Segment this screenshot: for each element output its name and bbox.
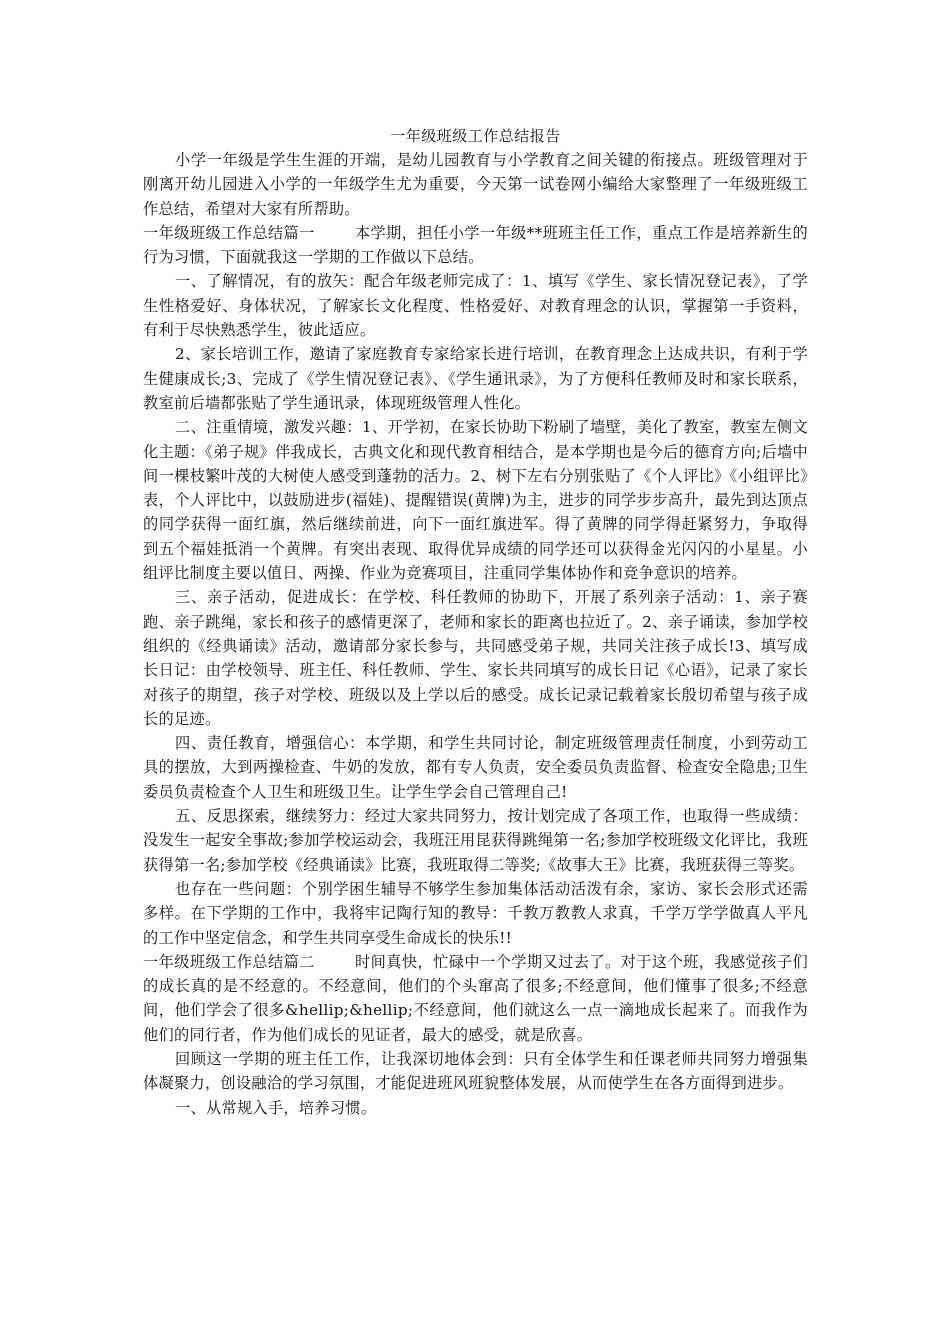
part1-lead-paragraph xyxy=(143,221,808,270)
document-title: 一年级班级工作总结报告 xyxy=(390,127,561,145)
part1-paragraph-6: 五、反思探索，继续努力：经过大家共同努力，按计划完成了各项工作，也取得一些成绩：没发生一起安全事故;参加学校运动会，我班汪用昆获得跳绳第一名;参加学校班级文化评比，我班获得第一名;参加学校《经典诵读》比赛，我班取得二等奖;《故事大王》比赛，我班获得三等奖。 xyxy=(143,807,808,874)
intro-paragraph: 小学一年级是学生生涯的开端，是幼儿园教育与小学教育之间关键的衔接点。班级管理对于刚离开幼儿园进入小学的一年级学生尤为重要，今天第一试卷网小编给大家整理了一年级班级工作总结，希望对大家有所帮助。 xyxy=(143,151,808,218)
part1-heading: 一年级班级工作总结篇一 xyxy=(143,223,315,242)
part1-paragraph-5: 四、责任教育，增强信心：本学期，和学生共同讨论，制定班级管理责任制度，小到劳动工具的摆放，大到两操检查、牛奶的发放，都有专人负责，安全委员负责监督、检查安全隐患;卫生委员负责检查个人卫生和班级卫生。让学生学会自己管理自己! xyxy=(143,734,808,801)
part1-paragraph-3: 二、注重情境，激发兴趣：1、开学初，在家长协助下粉刷了墙壁，美化了教室，教室左侧文化主题：《弟子规》伴我成长，古典文化和现代教育相结合，是本学期也是今后的德育方向;后墙中间一棵枝繁叶茂的大树使人感受到蓬勃的活力。2、树下左右分别张贴了《个人评比》《小组评比》表，个人评比中，以鼓励进步(福娃)、提醒错误(黄牌)为主，进步的同学步步高升，最先到达顶点的同学获得一面红旗，然后继续前进，向下一面红旗进军。得了黄牌的同学得赶紧努力，争取得到五个福娃抵消一个黄牌。有突出表现、取得优异成绩的同学还可以获得金光闪闪的小星星。小组评比制度主要以值日、两操、作业为竞赛项目，注重同学集体协作和竞争意识的培养。 xyxy=(143,418,808,583)
part2-paragraph-1: 回顾这一学期的班主任工作，让我深切地体会到：只有全体学生和任课老师共同努力增强集体凝聚力，创设融洽的学习氛围，才能促进班风班貌整体发展，从而使学生在各方面得到进步。 xyxy=(143,1049,808,1093)
part1-paragraph-7: 也存在一些问题：个别学困生辅导不够学生参加集体活动活泼有余，家访、家长会形式还需多样。在下学期的工作中，我将牢记陶行知的教导：千教万教教人求真，千学万学学做真人平凡的工作中坚定信念，和学生共同享受生命成长的快乐!! xyxy=(143,879,808,947)
part2-paragraph-2: 一、从常规入手，培养习惯。 xyxy=(175,1098,377,1117)
document-page xyxy=(143,124,808,1120)
part2-lead: 时间真快，忙碌中一个学期又过去了。对于这个班，我感觉孩子们的成长真的是不经意的。不经意间，他们的个头窜高了很多;不经意间，他们懂事了很多;不经意间，他们学会了很多&hellip;&hellip;不经意间，他们就这么一点一滴地成长起来了。而我作为他们的同行者，作为他们成长的见证者，最大的感受，就是欣喜。 xyxy=(143,952,808,1044)
part1-paragraph-2: 2、家长培训工作，邀请了家庭教育专家给家长进行培训，在教育理念上达成共识，有利于学生健康成长;3、完成了《学生情况登记表》、《学生通讯录》，为了方便科任教师及时和家长联系，教室前后墙都张贴了学生通讯录，体现班级管理人性化。 xyxy=(143,345,808,412)
part1-lead: 本学期，担任小学一年级**班班主任工作，重点工作是培养新生的行为习惯，下面就我这一学期的工作做以下总结。 xyxy=(143,223,808,267)
part1-paragraph-1: 一、了解情况，有的放矢：配合年级老师完成了：1、填写《学生、家长情况登记表》，了学生性格爱好、身体状况，了解家长文化程度、性格爱好、对教育理念的认识，掌握第一手资料，有利于尽快熟悉学生，彼此适应。 xyxy=(143,272,808,340)
part2-heading: 一年级班级工作总结篇二 xyxy=(143,952,315,971)
part2-lead-paragraph xyxy=(143,950,808,1047)
part1-paragraph-4: 三、亲子活动，促进成长：在学校、科任教师的协助下，开展了系列亲子活动：1、亲子赛跑、亲子跳绳，家长和孩子的感情更深了，老师和家长的距离也拉近了。2、亲子诵读，参加学校组织的《经典诵读》活动，邀请部分家长参与，共同感受弟子规，共同关注孩子成长!3、填写成长日记：由学校领导、班主任、科任教师、学生、家长共同填写的成长日记《心语》，记录了家长对孩子的期望，孩子对学校、班级以及上学以后的感受。成长记录记载着家长殷切希望与孩子成长的足迹。 xyxy=(143,588,808,728)
